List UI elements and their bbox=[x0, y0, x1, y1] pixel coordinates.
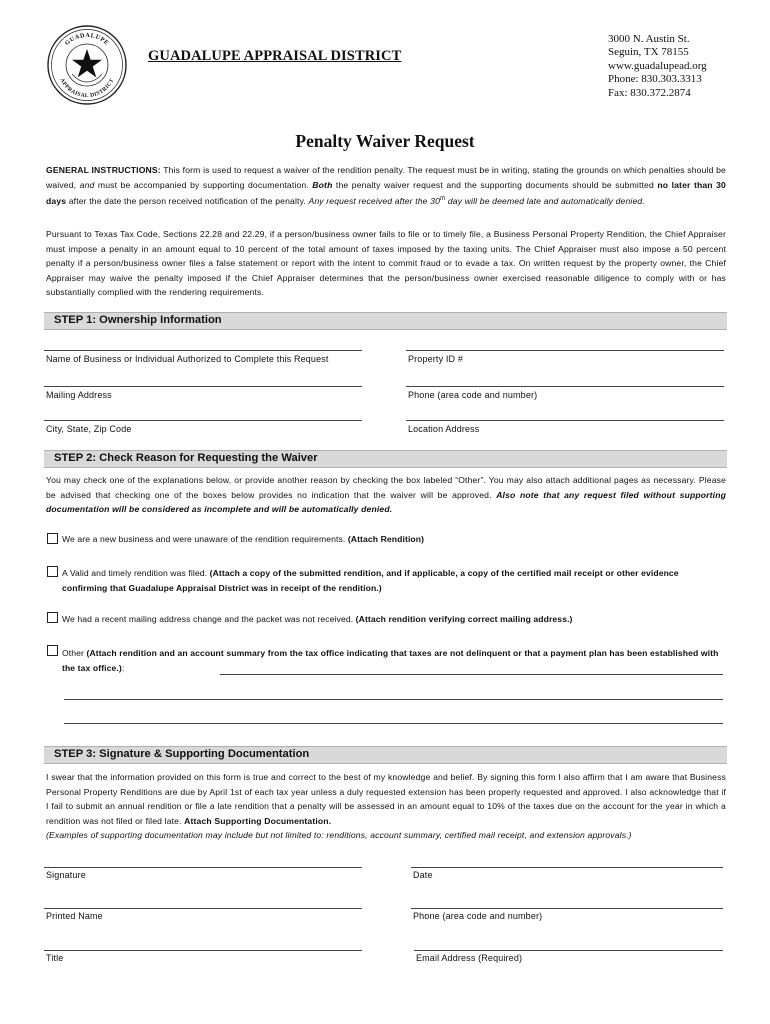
date-label: Date bbox=[413, 870, 433, 880]
address-city: Seguin, TX 78155 bbox=[608, 46, 689, 59]
location-address-line[interactable] bbox=[406, 420, 724, 421]
date-line[interactable] bbox=[411, 867, 723, 868]
printed-name-line[interactable] bbox=[44, 908, 362, 909]
property-id-label: Property ID # bbox=[408, 354, 463, 364]
svg-text:APPRAISAL DISTRICT: APPRAISAL DISTRICT bbox=[58, 77, 116, 100]
property-id-line[interactable] bbox=[406, 350, 724, 351]
signer-phone-label: Phone (area code and number) bbox=[413, 911, 543, 921]
address-fax: Fax: 830.372.2874 bbox=[608, 86, 691, 99]
phone-label: Phone (area code and number) bbox=[408, 390, 538, 400]
email-label: Email Address (Required) bbox=[416, 953, 523, 963]
business-name-label: Name of Business or Individual Authorized to Complete this Request bbox=[46, 354, 329, 364]
signer-phone-line[interactable] bbox=[411, 908, 723, 909]
step3-affirmation: I swear that the information provided on this form is true and correct to the best of my knowledge and belief. By signing this form I also affirm that I am aware that Business Personal Property Renditions are due by April 1st of each tax year unless a duly requested extension has been properly requested and approved. I also acknowledge that if I fail to submit an annual rendition or file a late rendition that a penalty will be assessed in an amount equal to 10% of the taxes due on the account for the year in which a rendition was not filed or filed late. Attach Supporting Documentation. (Examples of supporting documentation may include but not limited to: renditions, account summary, certified mail receipt, and extension approvals.) bbox=[46, 772, 726, 841]
option-address-change: We had a recent mailing address change and the packet was not received. (Attach rendition verifying correct mailing address.) bbox=[62, 614, 573, 624]
email-line[interactable] bbox=[414, 950, 723, 951]
appraisal-district-seal bbox=[46, 24, 128, 106]
instructions-label: GENERAL INSTRUCTIONS: bbox=[46, 165, 161, 175]
svg-text:GUADALUPE: GUADALUPE bbox=[63, 31, 111, 47]
other-reason-line-1[interactable] bbox=[220, 674, 723, 675]
step3-header: STEP 3: Signature & Supporting Documentation bbox=[44, 746, 727, 764]
address-street: 3000 N. Austin St. bbox=[608, 33, 690, 45]
organization-name: GUADALUPE APPRAISAL DISTRICT bbox=[148, 48, 402, 64]
address-change-checkbox[interactable] bbox=[47, 612, 58, 623]
star-icon bbox=[72, 49, 102, 77]
organization-address bbox=[608, 33, 707, 100]
step2-header: STEP 2: Check Reason for Requesting the Waiver bbox=[44, 450, 727, 468]
valid-rendition-checkbox[interactable] bbox=[47, 566, 58, 577]
address-website: www.guadalupead.org bbox=[608, 59, 707, 72]
new-business-checkbox[interactable] bbox=[47, 533, 58, 544]
other-reason-line-3[interactable] bbox=[64, 723, 723, 724]
location-address-label: Location Address bbox=[408, 424, 480, 434]
title-line[interactable] bbox=[44, 950, 362, 951]
option-new-business: We are a new business and were unaware of the rendition requirements. (Attach Rendition) bbox=[62, 534, 425, 544]
general-instructions: GENERAL INSTRUCTIONS: This form is used to request a waiver of the rendition penalty. The request must be in writing, stating the grounds on which penalties should be waived, and must be accompanied by supporting documentation. Both the penalty waiver request and the supporting documents should be submitted no later than 30 days after the date the person received notification of the penalty. Any request received after the 30th day will be deemed late and automatically denied. bbox=[46, 165, 726, 207]
signature-line[interactable] bbox=[44, 867, 362, 868]
business-name-line[interactable] bbox=[44, 350, 362, 351]
other-reason-line-2[interactable] bbox=[64, 699, 723, 700]
pursuant-paragraph: Pursuant to Texas Tax Code, Sections 22.28 and 22.29, if a person/business owner fails to file or to timely file, a Business Personal Property Rendition, the Chief Appraiser must impose a penalty in an amount equal to 10 percent of the total amount of taxes imposed by the taxing units. The Chief Appraiser must also impose a 50 percent penalty if a person/business owner files a false statement or report with the intent to commit fraud or to evade a tax. On written request by the property owner, the Chief Appraiser may waive the penalty imposed if the Chief Appraiser determines that the person/business owner exercised reasonable diligence to comply with or has substantially complied with the rendering requirements. bbox=[46, 229, 726, 298]
other-reason-checkbox[interactable] bbox=[47, 645, 58, 656]
option-other: Other (Attach rendition and an account summary from the tax office indicating that taxes are not delinquent or that a payment plan has been established with the tax office.): bbox=[62, 648, 719, 673]
phone-line[interactable] bbox=[406, 386, 724, 387]
option-valid-rendition: A Valid and timely rendition was filed. (Attach a copy of the submitted rendition, and if applicable, a copy of the certified mail receipt or other evidence confirming that Guadalupe Appraisal District was in receipt of the rendition.) bbox=[62, 568, 679, 593]
title-label: Title bbox=[46, 953, 64, 963]
mailing-address-line[interactable] bbox=[44, 386, 362, 387]
form-title: Penalty Waiver Request bbox=[295, 131, 475, 151]
address-phone: Phone: 830.303.3313 bbox=[608, 73, 702, 86]
printed-name-label: Printed Name bbox=[46, 911, 103, 921]
step1-header: STEP 1: Ownership Information bbox=[44, 312, 727, 330]
mailing-address-label: Mailing Address bbox=[46, 390, 112, 400]
signature-label: Signature bbox=[46, 870, 86, 880]
city-state-zip-label: City, State, Zip Code bbox=[46, 424, 132, 434]
step2-intro: You may check one of the explanations below, or provide another reason by checking the box labeled “Other”. You may also attach additional pages as necessary. Please be advised that checking one of the boxes below provides no indication that the waiver will be approved. Also note that any request filed without supporting documentation will be considered as incomplete and will be automatically denied. bbox=[46, 475, 726, 515]
city-state-zip-line[interactable] bbox=[44, 420, 362, 421]
